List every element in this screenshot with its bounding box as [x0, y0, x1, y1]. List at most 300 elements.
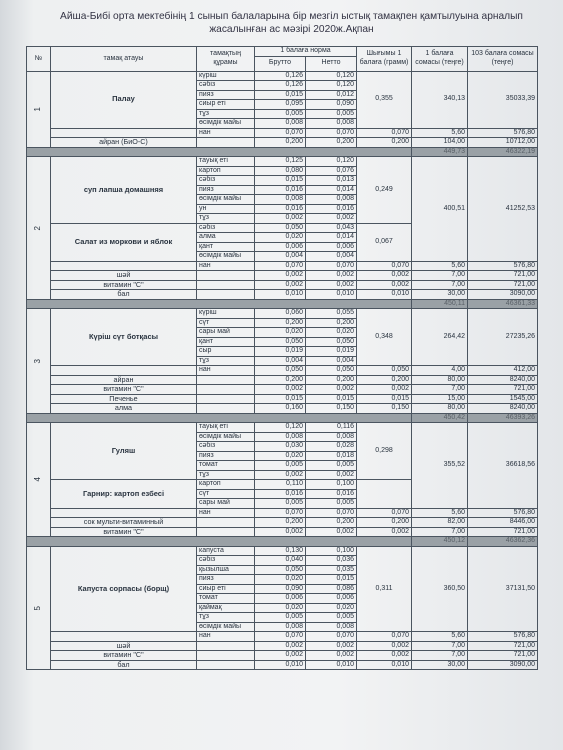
- ingredient-name: қант: [197, 337, 255, 347]
- price-103-value: 35033,39: [468, 71, 538, 128]
- title-line-1: Айша-Бибі орта мектебінің 1 сынып балаларына бір мезгіл ыстық тамақпен қамтылуына арналып: [60, 11, 523, 22]
- ingredient-name: сүт: [197, 489, 255, 499]
- ingredient-name: [197, 518, 255, 528]
- brutto-value: 0,110: [255, 480, 306, 490]
- yield-value: 0,002: [357, 651, 412, 661]
- price-103-value: 721,00: [468, 385, 538, 395]
- price-one-value: 355,52: [412, 423, 468, 509]
- brutto-value: 0,020: [255, 328, 306, 338]
- ingredient-name: алма: [197, 233, 255, 243]
- ingredient-name: өсімдік майы: [197, 432, 255, 442]
- day-number: 3: [33, 358, 43, 363]
- ingredient-name: пияз: [197, 185, 255, 195]
- brutto-value: 0,005: [255, 461, 306, 471]
- ingredient-name: [197, 641, 255, 651]
- table-row: [27, 385, 538, 395]
- brutto-value: 0,060: [255, 309, 306, 319]
- netto-value: 0,005: [306, 499, 357, 509]
- extra-item-name: сок мульти-витаминный: [51, 518, 197, 528]
- extra-item-name: алма: [51, 404, 197, 414]
- price-one-value: 7,00: [412, 651, 468, 661]
- ingredient-name: [197, 290, 255, 300]
- dish-name: Гарнир: картоп езбесі: [51, 480, 197, 509]
- table-row: [27, 157, 538, 167]
- netto-value: 0,050: [306, 337, 357, 347]
- netto-value: 0,008: [306, 119, 357, 129]
- netto-value: 0,012: [306, 90, 357, 100]
- netto-value: 0,008: [306, 432, 357, 442]
- yield-value: 0,010: [357, 290, 412, 300]
- day-number: 1: [33, 106, 43, 112]
- brutto-value: 0,002: [255, 280, 306, 290]
- day-total-row: [27, 299, 538, 309]
- netto-value: 0,005: [306, 109, 357, 119]
- netto-value: 0,016: [306, 204, 357, 214]
- day-number-cell: [27, 309, 51, 414]
- yield-value: 0,355: [357, 71, 412, 128]
- total-price-one: 449,73: [412, 147, 468, 157]
- total-price-103: 46362,36: [468, 537, 538, 547]
- day-number-cell: [27, 157, 51, 300]
- price-103-value: 8446,00: [468, 518, 538, 528]
- ingredient-name: пияз: [197, 451, 255, 461]
- total-price-103: 46322,19: [468, 147, 538, 157]
- netto-value: 0,116: [306, 423, 357, 433]
- netto-value: 0,008: [306, 622, 357, 632]
- brutto-value: 0,020: [255, 233, 306, 243]
- price-one-value: 30,00: [412, 660, 468, 670]
- price-103-value: 721,00: [468, 651, 538, 661]
- yield-value: 0,200: [357, 138, 412, 148]
- ingredient-name: [197, 394, 255, 404]
- netto-value: 0,002: [306, 280, 357, 290]
- brutto-value: 0,020: [255, 603, 306, 613]
- netto-value: 0,006: [306, 242, 357, 252]
- netto-value: 0,015: [306, 394, 357, 404]
- total-price-one: 450,11: [412, 299, 468, 309]
- ingredient-name: тұз: [197, 470, 255, 480]
- dish-name: Салат из моркови и яблок: [51, 223, 197, 261]
- netto-value: 0,013: [306, 176, 357, 186]
- netto-value: 0,004: [306, 252, 357, 262]
- table-row: [27, 651, 538, 661]
- table-row: [27, 309, 538, 319]
- menu-table-body: [27, 71, 538, 670]
- extra-item-name: витамин "С": [51, 280, 197, 290]
- ingredient-name: [197, 527, 255, 537]
- table-row: [27, 366, 538, 376]
- ingredient-name: нан: [197, 366, 255, 376]
- price-one-value: 7,00: [412, 641, 468, 651]
- netto-value: 0,050: [306, 366, 357, 376]
- brutto-value: 0,016: [255, 204, 306, 214]
- total-blank: [27, 299, 412, 309]
- ingredient-name: [197, 280, 255, 290]
- netto-value: 0,004: [306, 356, 357, 366]
- extra-item-name: бал: [51, 290, 197, 300]
- extra-item-name: айран (БиО-С): [51, 138, 197, 148]
- brutto-value: 0,002: [255, 651, 306, 661]
- brutto-value: 0,019: [255, 347, 306, 357]
- ingredient-name: картоп: [197, 166, 255, 176]
- ingredient-name: сәбіз: [197, 442, 255, 452]
- brutto-value: 0,020: [255, 451, 306, 461]
- netto-value: 0,005: [306, 461, 357, 471]
- brutto-value: 0,005: [255, 613, 306, 623]
- price-one-value: 5,60: [412, 632, 468, 642]
- netto-value: 0,200: [306, 318, 357, 328]
- ingredient-name: пияз: [197, 90, 255, 100]
- price-103-value: 1545,00: [468, 394, 538, 404]
- ingredient-name: нан: [197, 508, 255, 518]
- netto-value: 0,076: [306, 166, 357, 176]
- netto-value: 0,120: [306, 81, 357, 91]
- yield-value: [357, 480, 412, 509]
- ingredient-name: сиыр еті: [197, 100, 255, 110]
- ingredient-name: тауық еті: [197, 423, 255, 433]
- dish-name: Күріш сүт ботқасы: [51, 309, 197, 366]
- brutto-value: 0,050: [255, 223, 306, 233]
- netto-value: 0,086: [306, 584, 357, 594]
- header-number: №: [27, 47, 51, 72]
- netto-value: 0,005: [306, 613, 357, 623]
- ingredient-name: сәбіз: [197, 556, 255, 566]
- ingredient-name: қызылша: [197, 565, 255, 575]
- table-row: [27, 138, 538, 148]
- brutto-value: 0,160: [255, 404, 306, 414]
- netto-value: 0,002: [306, 641, 357, 651]
- brutto-value: 0,008: [255, 119, 306, 129]
- ingredient-name: тұз: [197, 356, 255, 366]
- header-norm: 1 балаға норма: [255, 47, 357, 57]
- brutto-value: 0,126: [255, 71, 306, 81]
- extra-item-name: шәй: [51, 271, 197, 281]
- dish-name: Гуляш: [51, 423, 197, 480]
- netto-value: 0,016: [306, 489, 357, 499]
- ingredient-name: сыр: [197, 347, 255, 357]
- yield-value: 0,002: [357, 271, 412, 281]
- table-row: [27, 261, 538, 271]
- total-blank: [27, 413, 412, 423]
- netto-value: 0,002: [306, 470, 357, 480]
- netto-value: 0,002: [306, 271, 357, 281]
- yield-value: 0,002: [357, 385, 412, 395]
- ingredient-name: капуста: [197, 546, 255, 556]
- ingredient-name: [197, 660, 255, 670]
- yield-value: 0,311: [357, 546, 412, 632]
- brutto-value: 0,008: [255, 432, 306, 442]
- ingredient-name: сәбіз: [197, 81, 255, 91]
- ingredient-name: сары май: [197, 499, 255, 509]
- header-yield: Шығымы 1 балаға (грамм): [357, 47, 412, 72]
- price-one-value: 80,00: [412, 375, 468, 385]
- price-one-value: 5,60: [412, 508, 468, 518]
- dish-name: суп лапша домашняя: [51, 157, 197, 224]
- yield-value: 0,015: [357, 394, 412, 404]
- header-composition: тамақтың құрамы: [197, 47, 255, 72]
- day-number: 4: [33, 477, 43, 482]
- price-one-value: 30,00: [412, 290, 468, 300]
- brutto-value: 0,200: [255, 518, 306, 528]
- ingredient-name: өсімдік майы: [197, 622, 255, 632]
- extra-item-name: айран: [51, 375, 197, 385]
- table-row: [27, 641, 538, 651]
- dish-name: Капуста сорпасы (борщ): [51, 546, 197, 632]
- table-row: [27, 518, 538, 528]
- day-number: 2: [33, 225, 43, 230]
- yield-value: 0,050: [357, 366, 412, 376]
- ingredient-name: тауық еті: [197, 157, 255, 167]
- price-one-value: 82,00: [412, 518, 468, 528]
- netto-value: 0,002: [306, 527, 357, 537]
- total-price-one: 450,42: [412, 413, 468, 423]
- price-one-value: 7,00: [412, 385, 468, 395]
- brutto-value: 0,002: [255, 470, 306, 480]
- table-row: [27, 290, 538, 300]
- total-price-one: 450,12: [412, 537, 468, 547]
- netto-value: 0,070: [306, 261, 357, 271]
- netto-value: 0,002: [306, 651, 357, 661]
- ingredient-name: [197, 651, 255, 661]
- brutto-value: 0,050: [255, 565, 306, 575]
- price-one-value: 264,42: [412, 309, 468, 366]
- yield-value: 0,200: [357, 375, 412, 385]
- brutto-value: 0,030: [255, 442, 306, 452]
- brutto-value: 0,010: [255, 660, 306, 670]
- netto-value: 0,015: [306, 575, 357, 585]
- price-103-value: 8240,00: [468, 404, 538, 414]
- netto-value: 0,020: [306, 328, 357, 338]
- ingredient-name: қант: [197, 242, 255, 252]
- brutto-value: 0,050: [255, 366, 306, 376]
- netto-value: 0,014: [306, 185, 357, 195]
- day-number-cell: [27, 546, 51, 670]
- brutto-value: 0,040: [255, 556, 306, 566]
- ingredient-name: сиыр еті: [197, 584, 255, 594]
- day-total-row: [27, 413, 538, 423]
- netto-value: 0,070: [306, 508, 357, 518]
- netto-value: 0,035: [306, 565, 357, 575]
- yield-value: 0,150: [357, 404, 412, 414]
- price-one-value: 4,00: [412, 366, 468, 376]
- brutto-value: 0,095: [255, 100, 306, 110]
- netto-value: 0,120: [306, 157, 357, 167]
- brutto-value: 0,004: [255, 356, 306, 366]
- price-one-value: 15,00: [412, 394, 468, 404]
- price-103-value: 576,80: [468, 261, 538, 271]
- brutto-value: 0,070: [255, 128, 306, 138]
- table-row: [27, 394, 538, 404]
- document-title: [40, 10, 543, 36]
- brutto-value: 0,002: [255, 641, 306, 651]
- table-row: [27, 375, 538, 385]
- table-row: [27, 660, 538, 670]
- price-103-value: 36618,56: [468, 423, 538, 509]
- table-row: [27, 632, 538, 642]
- brutto-value: 0,120: [255, 423, 306, 433]
- brutto-value: 0,200: [255, 138, 306, 148]
- ingredient-name: тұз: [197, 109, 255, 119]
- netto-value: 0,043: [306, 223, 357, 233]
- yield-value: 0,070: [357, 632, 412, 642]
- yield-value: 0,002: [357, 641, 412, 651]
- brutto-value: 0,015: [255, 394, 306, 404]
- yield-value: 0,070: [357, 128, 412, 138]
- price-103-value: 576,80: [468, 508, 538, 518]
- brutto-value: 0,020: [255, 575, 306, 585]
- netto-value: 0,200: [306, 518, 357, 528]
- brutto-value: 0,130: [255, 546, 306, 556]
- ingredient-name: нан: [197, 128, 255, 138]
- price-103-value: 721,00: [468, 641, 538, 651]
- price-103-value: 10712,00: [468, 138, 538, 148]
- netto-value: 0,200: [306, 375, 357, 385]
- table-row: [27, 280, 538, 290]
- brutto-value: 0,006: [255, 242, 306, 252]
- table-row: [27, 404, 538, 414]
- day-number: 5: [33, 605, 43, 610]
- table-row: [27, 128, 538, 138]
- brutto-value: 0,050: [255, 337, 306, 347]
- netto-value: 0,019: [306, 347, 357, 357]
- netto-value: 0,020: [306, 603, 357, 613]
- ingredient-name: өсімдік майы: [197, 195, 255, 205]
- ingredient-name: картоп: [197, 480, 255, 490]
- netto-value: 0,100: [306, 480, 357, 490]
- brutto-value: 0,005: [255, 499, 306, 509]
- brutto-value: 0,008: [255, 195, 306, 205]
- brutto-value: 0,070: [255, 632, 306, 642]
- netto-value: 0,200: [306, 138, 357, 148]
- brutto-value: 0,004: [255, 252, 306, 262]
- netto-value: 0,018: [306, 451, 357, 461]
- netto-value: 0,100: [306, 546, 357, 556]
- ingredient-name: нан: [197, 261, 255, 271]
- ingredient-name: [197, 404, 255, 414]
- netto-value: 0,150: [306, 404, 357, 414]
- menu-table: [26, 46, 538, 670]
- brutto-value: 0,005: [255, 109, 306, 119]
- header-netto: Нетто: [306, 56, 357, 71]
- ingredient-name: сары май: [197, 328, 255, 338]
- ingredient-name: пияз: [197, 575, 255, 585]
- ingredient-name: өсімдік майы: [197, 252, 255, 262]
- price-103-value: 3090,00: [468, 290, 538, 300]
- brutto-value: 0,200: [255, 318, 306, 328]
- extra-item-name: витамин "С": [51, 527, 197, 537]
- table-row: [27, 71, 538, 81]
- netto-value: 0,055: [306, 309, 357, 319]
- netto-value: 0,036: [306, 556, 357, 566]
- price-103-value: 3090,00: [468, 660, 538, 670]
- yield-value: 0,249: [357, 157, 412, 224]
- title-line-2: жасалынған ас мәзірі 2020ж.Ақпан: [209, 24, 374, 35]
- ingredient-name: тұз: [197, 214, 255, 224]
- netto-value: 0,002: [306, 214, 357, 224]
- netto-value: 0,010: [306, 290, 357, 300]
- yield-value: 0,067: [357, 223, 412, 261]
- brutto-value: 0,200: [255, 375, 306, 385]
- dish-name: Палау: [51, 71, 197, 128]
- netto-value: 0,010: [306, 660, 357, 670]
- ingredient-name: күріш: [197, 309, 255, 319]
- price-103-value: 8240,00: [468, 375, 538, 385]
- price-one-value: 5,60: [412, 128, 468, 138]
- brutto-value: 0,002: [255, 385, 306, 395]
- brutto-value: 0,070: [255, 508, 306, 518]
- brutto-value: 0,010: [255, 290, 306, 300]
- brutto-value: 0,015: [255, 176, 306, 186]
- price-one-value: 80,00: [412, 404, 468, 414]
- extra-item-name: [51, 261, 197, 271]
- price-103-value: 37131,50: [468, 546, 538, 632]
- yield-value: 0,002: [357, 280, 412, 290]
- table-row: [27, 508, 538, 518]
- brutto-value: 0,016: [255, 185, 306, 195]
- price-one-value: 7,00: [412, 271, 468, 281]
- price-one-value: 360,50: [412, 546, 468, 632]
- table-row: [27, 546, 538, 556]
- day-number-cell: [27, 71, 51, 147]
- ingredient-name: ун: [197, 204, 255, 214]
- price-one-value: 7,00: [412, 527, 468, 537]
- brutto-value: 0,016: [255, 489, 306, 499]
- ingredient-name: [197, 138, 255, 148]
- header-price-103: 103 балаға сомасы (теңге): [468, 47, 538, 72]
- price-103-value: 721,00: [468, 527, 538, 537]
- yield-value: 0,070: [357, 261, 412, 271]
- price-one-value: 5,60: [412, 261, 468, 271]
- price-103-value: 41252,53: [468, 157, 538, 262]
- price-103-value: 27235,26: [468, 309, 538, 366]
- netto-value: 0,006: [306, 594, 357, 604]
- ingredient-name: қаймақ: [197, 603, 255, 613]
- brutto-value: 0,125: [255, 157, 306, 167]
- yield-value: 0,348: [357, 309, 412, 366]
- brutto-value: 0,002: [255, 214, 306, 224]
- day-total-row: [27, 147, 538, 157]
- brutto-value: 0,080: [255, 166, 306, 176]
- header-dish: тамақ атауы: [51, 47, 197, 72]
- netto-value: 0,002: [306, 385, 357, 395]
- ingredient-name: өсімдік майы: [197, 119, 255, 129]
- extra-item-name: шәй: [51, 641, 197, 651]
- netto-value: 0,070: [306, 632, 357, 642]
- price-103-value: 721,00: [468, 280, 538, 290]
- ingredient-name: томат: [197, 594, 255, 604]
- ingredient-name: сәбіз: [197, 176, 255, 186]
- table-row: [27, 423, 538, 433]
- netto-value: 0,008: [306, 195, 357, 205]
- brutto-value: 0,126: [255, 81, 306, 91]
- brutto-value: 0,008: [255, 622, 306, 632]
- day-number-cell: [27, 423, 51, 537]
- price-one-value: 7,00: [412, 280, 468, 290]
- price-103-value: 576,80: [468, 128, 538, 138]
- ingredient-name: сәбіз: [197, 223, 255, 233]
- extra-item-name: [51, 128, 197, 138]
- ingredient-name: күріш: [197, 71, 255, 81]
- ingredient-name: тұз: [197, 613, 255, 623]
- yield-value: 0,010: [357, 660, 412, 670]
- netto-value: 0,090: [306, 100, 357, 110]
- ingredient-name: нан: [197, 632, 255, 642]
- price-103-value: 576,80: [468, 632, 538, 642]
- extra-item-name: [51, 632, 197, 642]
- yield-value: 0,200: [357, 518, 412, 528]
- brutto-value: 0,002: [255, 271, 306, 281]
- price-one-value: 104,00: [412, 138, 468, 148]
